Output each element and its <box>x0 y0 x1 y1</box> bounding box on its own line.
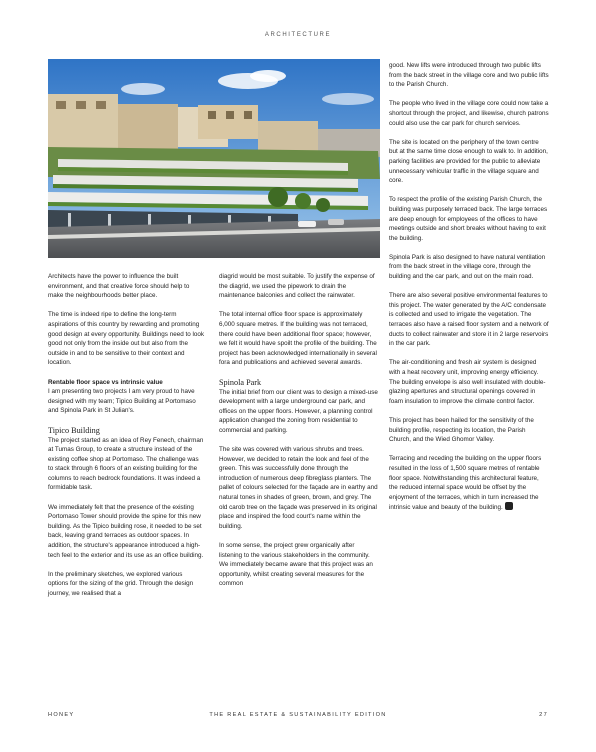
footer-edition: THE REAL ESTATE & SUSTAINABILITY EDITION <box>209 712 387 718</box>
paragraph: diagrid would be most suitable. To justify the expense of the diagrid, we used the pipework to drain the maintenance balconies and collect the rainwater. <box>219 273 375 300</box>
paragraph: In the preliminary sketches, we explored various options for the sizing of the grid. Through the design journey, we realised that a <box>48 570 194 597</box>
paragraph: Architects have the power to influence the built environment, and that creative force should help to make the neighbourhoods better place. <box>48 273 190 300</box>
paragraph: In some sense, the project grew organically after listening to the various stakeholders in the community. We immediately became aware that this project was an opportunity, whilst creating several measures for the common <box>219 542 373 588</box>
paragraph: The project started as an idea of Rey Fenech, chairman at Tumas Group, to create a structure instead of the existing coffee shop at Portomaso. The challenge was to stack through 6 floors of an existing building for the columns to reach bedrock foundations. It was indeed a formidable task. <box>48 436 204 492</box>
paragraph: good. New lifts were introduced through two public lifts from the back street in the village core and two public lifts to the Parish Church. <box>389 62 549 89</box>
paragraph: We immediately felt that the presence of the existing Portomaso Tower should provide the spine for this new building. As the Tipico building rose, it needed to be set back, leaving grand terraces as outdoor spaces. In addition, the structure's appearance introduced a high-tech feel to the exterior and its use as an office building. <box>48 503 204 559</box>
paragraph: Spinola Park is also designed to have natural ventilation from the back street in the village core, through the building and the car park, and out on the main road. <box>389 253 546 281</box>
section-header: ARCHITECTURE <box>264 32 332 38</box>
paragraph: The time is indeed ripe to define the long-term aspirations of this country by rewarding and promoting good design at every opportunity. Buildings need to look good not only from the inside out but also from the outside in and to be sensitive to their context and location. <box>48 311 205 367</box>
end-mark-icon <box>505 502 513 510</box>
paragraph: The total internal office floor space is approximately 6,000 square metres. If the building was not terraced, there could have been additional floor space; however, we felt it would have spoilt the profile of the building. The project has been acknowledged internationally in several fora and publications and achieved several awards. <box>219 311 377 367</box>
paragraph: I am presenting two projects I am very proud to have designed with my team; Tipico Building at Portomaso and Spinola Park in St Julian's. <box>48 388 196 415</box>
text-column-1 <box>48 272 204 608</box>
paragraph: The initial brief from our client was to design a mixed-use development with a large underground car park, and offices on the upper floors. However, a planning control application changed the zoning from residential to commercial and parking. <box>219 388 378 434</box>
paragraph: The air-conditioning and fresh air system is designed with a heat recovery unit, improving energy efficiency. The building envelope is also well insulated with double-glazing apertures and structural openings covered in foam insulation to improve the climate control factor. <box>389 359 546 405</box>
bold-heading: Rentable floor space vs intrinsic value <box>48 378 163 386</box>
paragraph: Terracing and receding the building on the upper floors resulted in the loss of 1,500 square metres of rentable floor space. Notwithstanding this architectural feature, the reduced internal space would be offset by the enjoyment of the terraces, which in turn increased the intrinsic value and beauty of the building. <box>389 455 542 512</box>
building-photo <box>48 59 380 258</box>
footer-magazine-name: HONEY <box>48 712 75 718</box>
paragraph: The people who lived in the village core could now take a shortcut through the project, and likewise, church patrons could also use the car park for church services. <box>389 100 549 127</box>
subheading-tipico: Tipico Building <box>48 425 100 435</box>
paragraph: The site is located on the periphery of the town centre but at the same time close enough to walk to. In addition, parking facilities are provided for the public to alleviate unnecessary vehicular traffic in the village square and core. <box>389 138 548 185</box>
paragraph: There are also several positive environmental features to this project. The water generated by the A/C condensate is collected and used to irrigate the vegetation. The terraces also have a raised floor system and a network of ducts to collect rainwater and store it in 2 large reservoirs in the car park. <box>389 292 549 348</box>
text-column-3 <box>389 61 549 523</box>
paragraph: The site was covered with various shrubs and trees. However, we decided to retain the look and feel of the green. This was successfully done through the introduction of numerous deep fibreglass planters. The pallet of colours selected for the façade are in earthy and natural tones in shades of green, brown, and grey. The old carob tree on the façade was preserved in its original place and inspired the food court's name within the building. <box>219 446 378 530</box>
paragraph: This project has been hailed for the sensitivity of the building profile, respecting its location, the Parish Church, and the Wied Ghomor Valley. <box>389 416 534 444</box>
page-number: 27 <box>539 712 548 718</box>
subheading-spinola-park: Spinola Park <box>219 377 262 387</box>
paragraph: To respect the profile of the existing Parish Church, the building was purposely terraced back. The large terraces are deep enough for employees of the offices to have meetings outside and short breaks without having to exit the building. <box>389 196 548 242</box>
text-column-2 <box>219 272 379 599</box>
